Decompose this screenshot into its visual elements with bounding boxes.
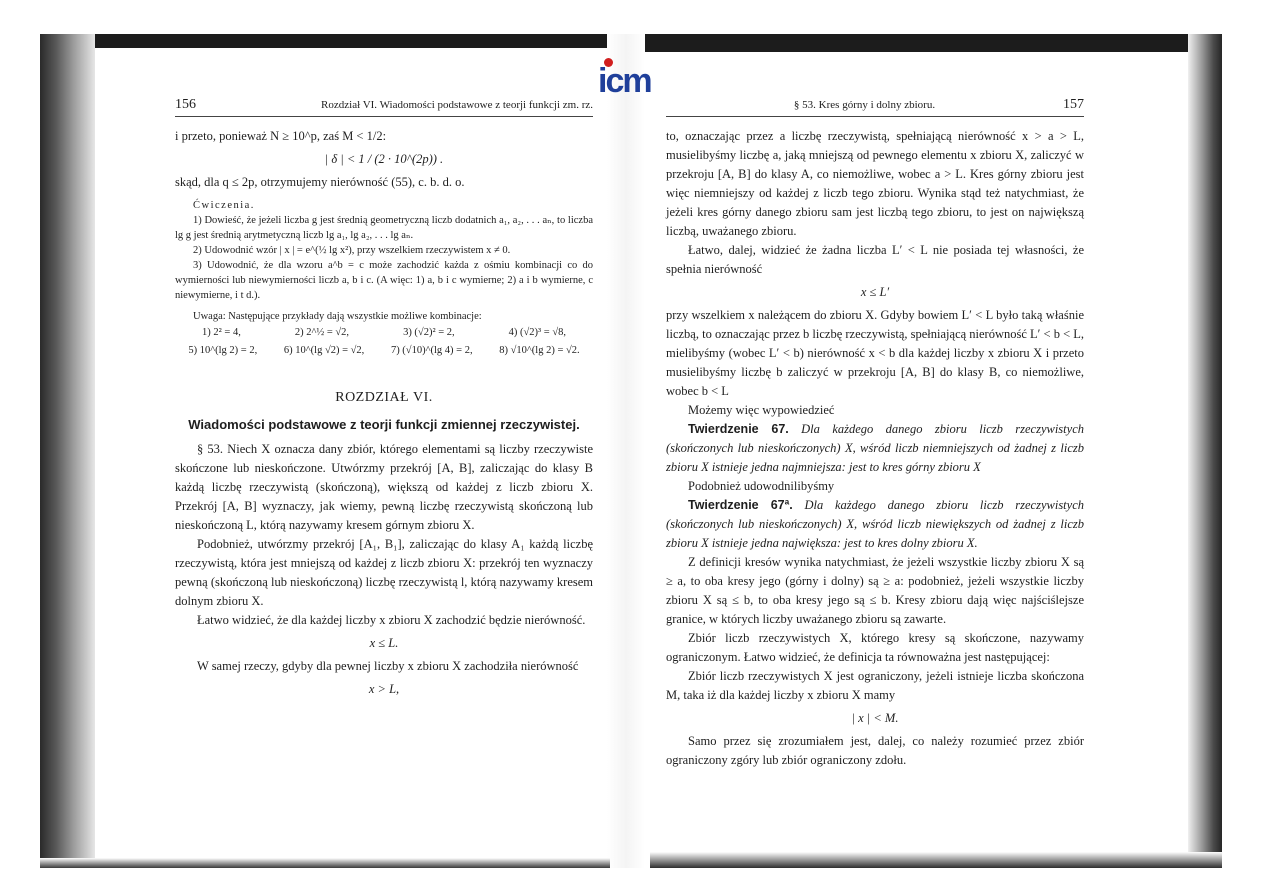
theorem-67a — [666, 496, 1084, 553]
paragraph-53: § 53. Niech X oznacza dany zbiór, którego elementami są liczby rzeczywiste skończone lub nieskończone. Utwórzmy przekrój [A, B], zaliczając do klasy B każdą liczbę rzeczywistą (skończoną), większą od każdej z liczb zbioru X. Przekrój [A, B] wyznaczy, jak wiemy, pewną liczbę rzeczywistą skończoną lub nieskończoną L, którą nazywamy kresem górnym zbioru X. — [175, 442, 593, 532]
left-running-head — [175, 95, 593, 117]
example-5: 5) 10^(lg 2) = 2, — [188, 345, 258, 356]
paragraph-podobnie: Podobnież, utwórzmy przekrój [A₁, B₁], zaliczając do klasy A₁ każdą liczbę rzeczywistą, która jest mniejszą od każdej z liczb zbioru X: przekrój ten wyznaczy pewną (skończoną lub nieskończoną) liczbę rzeczywistą l, którą nazywamy kresem dolnym zbioru X. — [175, 537, 593, 608]
theorem-67a-text: Dla każdego danego zbioru liczb rzeczywistych (skończonych lub nieskończonych) X, wśród liczb niewiększych od żadnej z liczb zbioru X istnieje jedna największa: jest to kres dolny zbioru X. — [666, 498, 1084, 550]
example-2: 2) 2^½ = √2, — [294, 327, 350, 338]
theorem-67-label: Twierdzenie 67. — [688, 422, 789, 436]
right-paragraph-5: Podobnież udowodnilibyśmy — [688, 479, 835, 493]
scan-edge-left — [40, 34, 95, 868]
right-paragraph-8: Zbiór liczb rzeczywistych X jest ograniczony, jeżeli istnieje liczba skończona M, taka iż dla każdej liczby x zbioru X mamy — [666, 669, 1084, 702]
exercise-3: 3) Udowodnić, że dla wzoru a^b = c może zachodzić każda z ośmiu kombinacji co do wymierności lub niewymierności liczb a, b i c. (A więc: 1) a, b i c wymierne; 2) a i b wymierne, c niewymierne, i t d.). — [175, 260, 593, 301]
book-spine — [607, 34, 645, 868]
exercise-2: 2) Udowodnić wzór | x | = e^(½ lg x²), przy wszelkiem rzeczywistem x ≠ 0. — [193, 245, 511, 256]
example-4: 4) (√2)³ = √8, — [508, 327, 566, 338]
right-paragraph-1: to, oznaczając przez a liczbę rzeczywistą, spełniającą nierówność x > a > L, musielibyśmy liczbę a, jaką mniejszą od pewnego elementu x zbioru X, zaliczyć w przekroju [A, B] do klasy A, co niemożliwe, wobec a > L. Kres górny zbioru jest więc niemniejszy od każdej z liczb tego zbioru. Wynika stąd też natychmiast, że jeżeli kres górny danego zbioru sam jest liczbą tego zbioru, to jest on największą liczbą, uważanego zbioru. — [666, 129, 1084, 238]
left-formula1: | δ | < 1 / (2 · 10^(2p)) . — [324, 152, 444, 166]
right-paragraph-6: Z definicji kresów wynika natychmiast, że jeżeli wszystkie liczby zbioru X są ≥ a, to oba kresy jego (górny i dolny) są ≥ a: podobnież, jeżeli wszystkie liczby zbioru X są ≤ b, to oba kresy jego są ≤ b. Kresy zbioru dają więc najściślejsze granice, w których liczby uważanego zbioru są zawarte. — [666, 555, 1084, 626]
right-page — [666, 95, 1084, 770]
example-1: 1) 2² = 4, — [202, 327, 241, 338]
theorem-67 — [666, 420, 1084, 477]
right-paragraph-4: Możemy więc wypowiedzieć — [688, 403, 835, 417]
scan-edge-top-right — [645, 34, 1222, 52]
left-page — [175, 95, 593, 703]
chapter-subtitle: Wiadomości podstawowe z teorji funkcji zmiennej rzeczywistej. — [188, 417, 580, 432]
exercises-heading: Ćwiczenia. — [193, 200, 255, 211]
right-formula2: | x | < M. — [851, 711, 899, 725]
example-3: 3) (√2)² = 2, — [403, 327, 455, 338]
left-line2: skąd, dla q ≤ 2p, otrzymujemy nierówność (55), c. b. d. o. — [175, 175, 465, 189]
right-paragraph-2: Łatwo, dalej, widzieć że żadna liczba L′ < L nie posiada tej własności, że spełnia nierówność — [666, 243, 1084, 276]
exercises-block — [175, 198, 593, 360]
exercise-1: 1) Dowieść, że jeżeli liczba g jest średnią geometryczną liczb dodatnich a₁, a₂, . . . aₙ, to liczba lg g jest średnią arytmetyczną liczb lg a₁, lg a₂, . . . lg aₙ. — [175, 215, 593, 241]
right-running-title: § 53. Kres górny i dolny zbioru. — [793, 99, 936, 111]
right-paragraph-9: Samo przez się zrozumiałem jest, dalej, co należy rozumieć przez zbiór ograniczony zgóry lub zbiór ograniczony zdołu. — [666, 734, 1084, 767]
examples-row-2 — [175, 342, 593, 360]
scan-edge-right — [1188, 34, 1222, 868]
left-page-number: 156 — [175, 97, 196, 112]
paragraph-samej: W samej rzeczy, gdyby dla pewnej liczby x zbioru X zachodziła nierówność — [197, 659, 579, 673]
example-6: 6) 10^(lg √2) = √2, — [283, 345, 365, 356]
example-7: 7) (√10)^(lg 4) = 2, — [390, 345, 473, 356]
left-formula3: x > L, — [368, 682, 400, 696]
exercise-remark: Uwaga: Następujące przykłady dają wszystkie możliwe kombinacje: — [193, 311, 482, 322]
scan-edge-bottom-left — [40, 858, 610, 868]
right-paragraph-7: Zbiór liczb rzeczywistych X, którego kresy są skończone, nazywamy ograniczonym. Łatwo widzieć, że definicja ta równoważna jest następującej: — [666, 631, 1084, 664]
left-running-title: Rozdział VI. Wiadomości podstawowe z teorji funkcji zm. rz. — [321, 99, 593, 111]
right-page-number: 157 — [1063, 97, 1084, 112]
theorem-67a-label: Twierdzenie 67ª. — [688, 498, 793, 512]
right-paragraph-3: przy wszelkiem x należącem do zbioru X. Gdyby bowiem L′ < L było taką właśnie liczbą, to oznaczając przez b liczbę rzeczywistą, spełniającą nierówność L′ < b < L, mielibyśmy (wobec L′ < b) nierówność x < b dla każdej liczby x zbioru X i przeto musielibyśmy liczbę b zaliczyć w przekroju [A, B] do klasy B, co niemożliwe, wobec b < L — [666, 308, 1085, 398]
right-formula1: x ≤ L′ — [860, 285, 890, 299]
example-8: 8) √10^(lg 2) = √2. — [499, 345, 580, 356]
scan-edge-bottom-right — [650, 852, 1222, 868]
left-formula2: x ≤ L. — [369, 636, 399, 650]
logo-text: icm — [598, 62, 651, 100]
right-running-head — [666, 95, 1084, 117]
examples-row-1 — [175, 324, 593, 342]
paragraph-latwo: Łatwo widzieć, że dla każdej liczby x zbioru X zachodzić będzie nierówność. — [197, 613, 586, 627]
left-line1: i przeto, ponieważ N ≥ 10^p, zaś M < 1/2: — [175, 129, 387, 143]
icm-logo — [596, 58, 666, 100]
chapter-title: ROZDZIAŁ VI. — [335, 390, 433, 405]
scan-edge-top-left — [40, 34, 607, 48]
theorem-67-text: Dla każdego danego zbioru liczb rzeczywistych (skończonych lub nieskończonych) X, wśród liczb niemniejszych od żadnej z liczb zbioru X istnieje jedna najmniejsza: jest to kres górny zbioru X — [666, 422, 1084, 474]
